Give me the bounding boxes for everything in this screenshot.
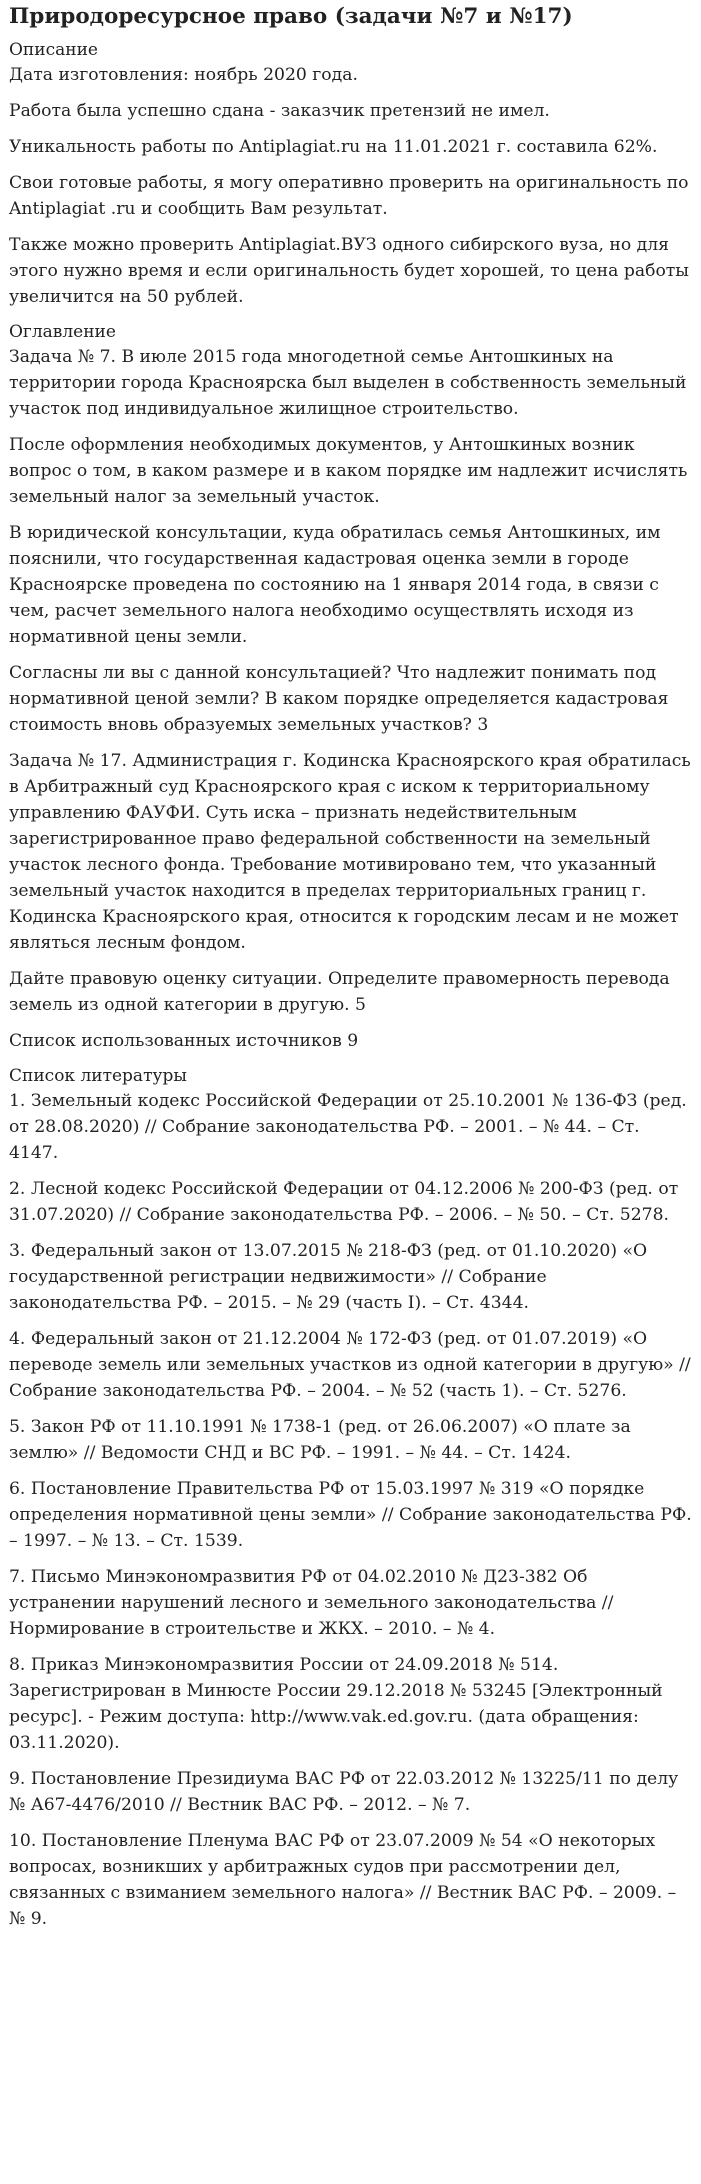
contents-paragraph: После оформления необходимых документов, у Антошкиных возник вопрос о том, в каком размере и в каком порядке им надлежит исчислять земельный налог за земельный участок. (9, 435, 688, 507)
contents-section (9, 320, 692, 1054)
reference-item: 8. Приказ Минэкономразвития России от 24.09.2018 № 514. Зарегистрирован в Минюсте России 29.12.2018 № 53245 [Электронный ресурс]. - Режим доступа: http://www.vak.ed.gov.ru. (дата обращения: 03.11.2020). (9, 1655, 663, 1753)
references-heading: Список литературы (9, 1066, 187, 1086)
description-paragraph: Уникальность работы по Antiplagiat.ru на 11.01.2021 г. составила 62%. (9, 137, 658, 157)
reference-item: 5. Закон РФ от 11.10.1991 № 1738-1 (ред. от 26.06.2007) «О плате за землю» // Ведомости СНД и ВС РФ. – 1991. – № 44. – Ст. 1424. (9, 1417, 631, 1463)
description-paragraph: Дата изготовления: ноябрь 2020 года. (9, 65, 358, 85)
contents-paragraph: Задача № 17. Администрация г. Кодинска Красноярского края обратилась в Арбитражный суд Красноярского края с иском к территориальному управлению ФАУФИ. Суть иска – признать недействительным зарегистрированное право федеральной собственности на земельный участок лесного фонда. Требование мотивировано тем, что указанный земельный участок находится в пределах территориальных границ г. Кодинска Красноярского края, относится к городским лесам и не может являться лесным фондом. (9, 751, 691, 953)
contents-paragraph: Дайте правовую оценку ситуации. Определите правомерность перевода земель из одной категории в другую. 5 (9, 969, 670, 1015)
reference-item: 10. Постановление Пленума ВАС РФ от 23.07.2009 № 54 «О некоторых вопросах, возникших у арбитражных судов при рассмотрении дел, связанных с взиманием земельного налога» // Вестник ВАС РФ. – 2009. – № 9. (9, 1831, 677, 1929)
page-title: Природоресурсное право (задачи №7 и №17) (9, 4, 573, 29)
contents-paragraph: Задача № 7. В июле 2015 года многодетной семье Антошкиных на территории города Красноярска был выделен в собственность земельный участок под индивидуальное жилищное строительство. (9, 347, 687, 419)
contents-paragraph: Список использованных источников 9 (9, 1031, 359, 1051)
contents-paragraph: Согласны ли вы с данной консультацией? Что надлежит понимать под нормативной ценой земли? В каком порядке определяется кадастровая стоимость вновь образуемых земельных участков? 3 (9, 663, 669, 735)
references-section (9, 1064, 692, 1932)
description-paragraph: Также можно проверить Antiplagiat.ВУЗ одного сибирского вуза, но для этого нужно время и если оригинальность будет хорошей, то цена работы увеличится на 50 рублей. (9, 235, 689, 307)
reference-item: 7. Письмо Минэкономразвития РФ от 04.02.2010 № Д23-382 Об устранении нарушений лесного и земельного законодательства // Нормирование в строительстве и ЖКХ. – 2010. – № 4. (9, 1567, 614, 1639)
reference-item: 4. Федеральный закон от 21.12.2004 № 172-ФЗ (ред. от 01.07.2019) «О переводе земель или земельных участков из одной категории в другую» // Собрание законодательства РФ. – 2004. – № 52 (часть 1). – Ст. 5276. (9, 1329, 691, 1401)
reference-item: 2. Лесной кодекс Российской Федерации от 04.12.2006 № 200-ФЗ (ред. от 31.07.2020) // Собрание законодательства РФ. – 2006. – № 50. – Ст. 5278. (9, 1179, 679, 1225)
description-section (9, 38, 692, 310)
contents-paragraph: В юридической консультации, куда обратилась семья Антошкиных, им пояснили, что государственная кадастровая оценка земли в городе Красноярске проведена по состоянию на 1 января 2014 года, в связи с чем, расчет земельного налога необходимо осуществлять исходя из нормативной цены земли. (9, 523, 661, 647)
reference-item: 3. Федеральный закон от 13.07.2015 № 218-ФЗ (ред. от 01.10.2020) «О государственной регистрации недвижимости» // Собрание законодательства РФ. – 2015. – № 29 (часть I). – Ст. 4344. (9, 1241, 648, 1313)
reference-item: 6. Постановление Правительства РФ от 15.03.1997 № 319 «О порядке определения нормативной цены земли» // Собрание законодательства РФ. – 1997. – № 13. – Ст. 1539. (9, 1479, 692, 1551)
contents-heading: Оглавление (9, 322, 116, 342)
reference-item: 1. Земельный кодекс Российской Федерации от 25.10.2001 № 136-ФЗ (ред. от 28.08.2020) // Собрание законодательства РФ. – 2001. – № 44. – Ст. 4147. (9, 1091, 687, 1163)
description-heading: Описание (9, 40, 98, 60)
description-paragraph: Работа была успешно сдана - заказчик претензий не имел. (9, 101, 550, 121)
reference-item: 9. Постановление Президиума ВАС РФ от 22.03.2012 № 13225/11 по делу № А67-4476/2010 // Вестник ВАС РФ. – 2012. – № 7. (9, 1769, 679, 1815)
description-paragraph: Свои готовые работы, я могу оперативно проверить на оригинальность по Antiplagiat .ru и сообщить Вам результат. (9, 173, 689, 219)
